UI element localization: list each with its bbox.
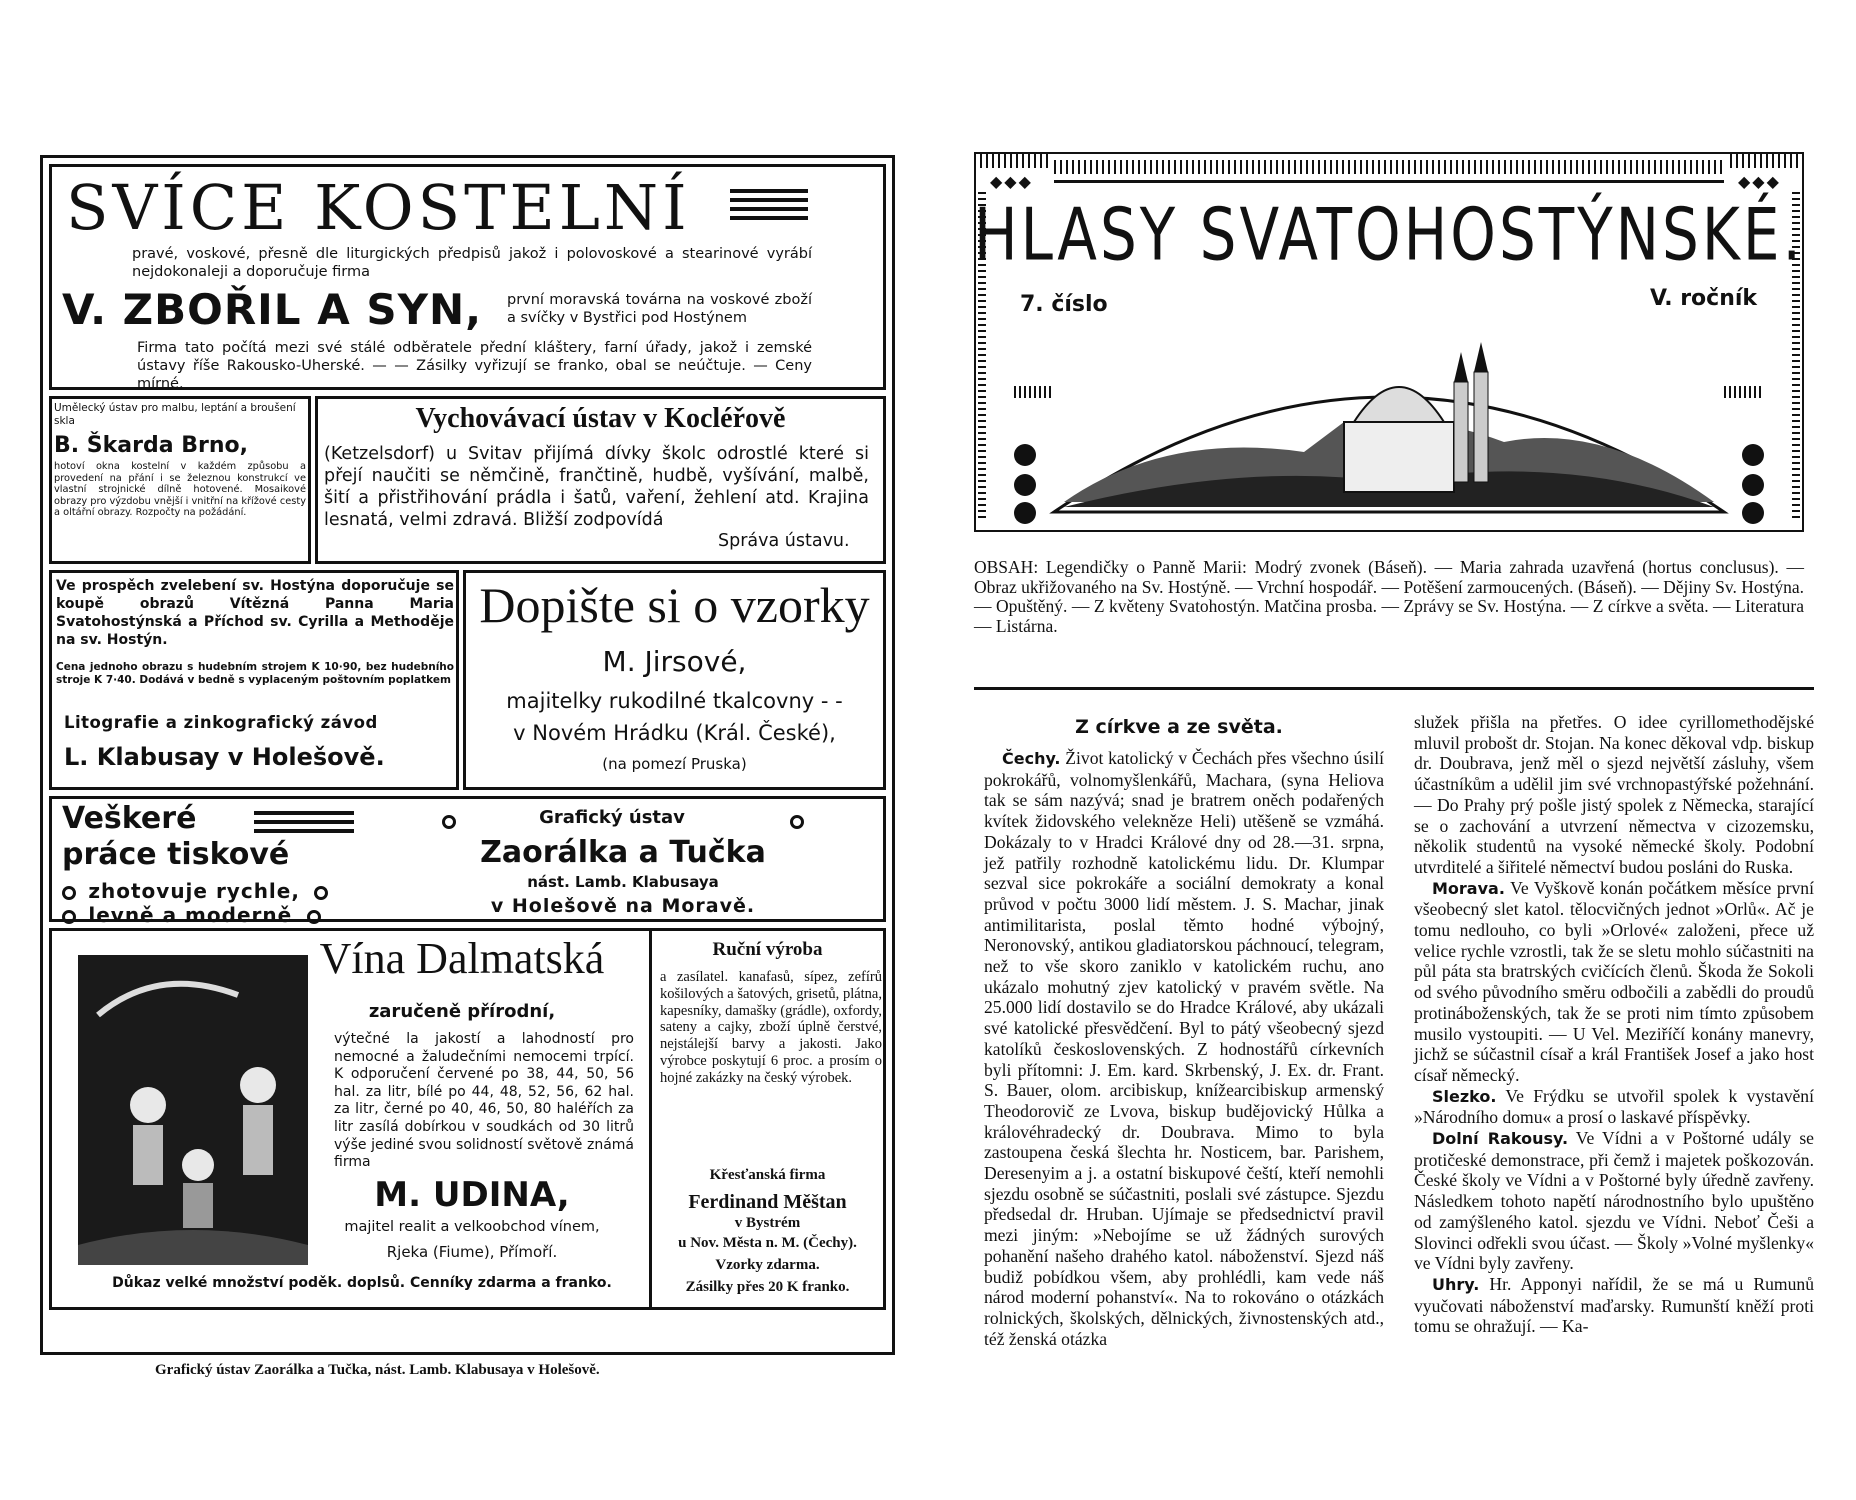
paragraph-czechia — [984, 748, 1384, 1349]
ad-wine-firm-desc: majitel realit a velkoobchod vínem, — [344, 1219, 600, 1235]
ad-pictures-prices: Cena jednoho obrazu s hudebním strojem K 10·90, bez hudebního stroje K 7·40. Dodává v bedně s vyplaceným poštovním poplatkem — [56, 661, 454, 686]
article-column-2 — [1414, 712, 1814, 1337]
paragraph-silesia — [1414, 1086, 1814, 1128]
paragraph-hungary — [1414, 1274, 1814, 1337]
advertisement-page — [40, 155, 895, 1355]
circle-bullet-icon — [314, 886, 328, 900]
ad-weaving-l4: Zásilky přes 20 K franko. — [685, 1279, 850, 1295]
ad-girls-school — [315, 396, 886, 564]
article-column-1 — [984, 748, 1384, 1349]
ad-samples-title: Dopište si o vzorky — [479, 577, 870, 633]
circle-bullet-icon — [790, 815, 804, 829]
ad-printing — [49, 796, 886, 927]
table-of-contents: OBSAH: Legendičky o Panně Marii: Modrý zvonek (Báseň). — Maria zahrada uzavřená (hortus conclusus). — Obraz ukřižovaného na Sv. Hostýně. — Vrchní hospodář. — Potěšení zarmoucených. (Báseň). — Dějiny Sv. Hostýna. — Opuštěný. — Z květeny Svatohostýn. Matčina prosba. — Zprávy se Sv. Hostýna. — Z církve a světa. — Literatura — Listárna. — [974, 557, 1804, 636]
issue-number: 7. číslo — [1020, 292, 1108, 317]
circle-bullet-icon — [442, 815, 456, 829]
ad-weaving-l2: u Nov. Města n. M. (Čechy). — [678, 1235, 857, 1251]
ad-weaving-body: a zasílatel. kanafasů, sípez, zefírů košilových a šatových, grisetů, plátna, kapesníky, damašky (grádle), oxfordy, sateny a cajky, zboží úplně čerstvé, nejstálejší barvy a jakosti. Jako výrobce poskytují 6 proc. a prosím o hojné zakázky na český výrobek. — [660, 969, 882, 1086]
masthead-title: HLASY SVATOHOSTÝNSKÉ. — [974, 192, 1804, 277]
paragraph-text: Ve Vídni a v Poštorné udály se protičeské demonstrace, při čemž i majetek poškozován. České školy ve Vídni a v Poštorné byly úředně zavřeny. Následkem tohoto napětí národnostního bylo upuštěno od zamýšleného katol. sjezdu ve Vídni. Neboť Češi a Slovinci odřekli svou účast. — Školy »Volné myšlenky« ve Vídni byly zavřeny. — [1414, 1128, 1814, 1274]
section-divider — [974, 687, 1814, 690]
ad-glass-body: hotoví okna kostelní v každém způsobu a provedení na přání i se železnou konstrukcí ve vlastní strojnické dílně hotovené. Mosaikové obrazy pro výzdobu vnější i vnitřní na křížové cesty a oltářní obrazy. Rozpočty na požádání. — [54, 461, 306, 519]
masthead — [974, 152, 1804, 532]
dot-ornament-icon — [1014, 502, 1036, 524]
paragraph-text: Hr. Apponyi nařídil, že se má u Rumunů vyučovati náboženství maďarsky. Rumunští kněží proti tomu se ohražují. — Ka- — [1414, 1273, 1814, 1337]
ad-printing-l4: levně a moderně — [88, 903, 293, 927]
ad-wine-title: Vína Dalmatská — [319, 934, 605, 983]
ad-printing-r2: Zaorálka a Tučka — [480, 835, 766, 870]
decorative-band — [1054, 160, 1724, 174]
ad-candles-footer: Firma tato počítá mezi své stálé odběratele přední kláštery, farní úřady, jakož i zemské ústavy říše Rakousko-Uherské. — — Zásilky vyřizují se franko, obal se neúčtuje. — Ceny mírné. — [137, 340, 812, 392]
ad-wine-body: výtečné la jakostí a lahodností pro nemocné a žaludečními nemocemi trpící. K odporučení červené po 38, 44, 50, 56 hal. za litr, bílé po 44, 48, 52, 56, 62 hal. za litr, černé po 40, 46, 50, 80 haléřích za litr zasílá dobírkou v soudkách od 30 litrů výše jediné svou solidností světově známá firma — [334, 1031, 634, 1171]
decorative-band — [1724, 386, 1764, 398]
diamond-ornament-icon: ◆◆◆ — [1738, 172, 1781, 191]
ad-wine-sub: zaručeně přírodní, — [368, 1001, 556, 1022]
hostyn-basilica-illustration — [1044, 312, 1734, 522]
ad-candles-desc: pravé, voskové, přesně dle liturgických předpisů jakož i polovoskové a stearinové vyrábí nejdokonaleji a doporučuje firma — [132, 246, 812, 280]
ad-weaving-l1: v Bystrém — [734, 1215, 801, 1231]
ad-weaving-l3: Vzorky zdarma. — [715, 1257, 820, 1273]
ad-printing-r3: nást. Lamb. Klabusaya — [527, 873, 719, 891]
ad-samples-line1: majitelky rukodilné tkalcovny - - — [506, 689, 843, 713]
dot-ornament-icon — [1742, 444, 1764, 466]
paragraph-heading: Dolní Rakousy. — [1432, 1129, 1569, 1149]
ad-pictures-intro: Ve prospěch zvelebení sv. Hostýna doporučuje se koupě obrazů Vítězná Panna Maria Svatohostýnská a Příchod sv. Cyrilla a Methoděje na sv. Hostýn. — [56, 578, 454, 648]
ad-samples — [463, 570, 886, 790]
paragraph-heading: Čechy. — [1002, 749, 1061, 768]
ad-weaving-firm-label: Křesťanská firma — [709, 1167, 826, 1183]
ad-school-title: Vychovávací ústav v Kocléřově — [415, 403, 786, 434]
page-imprint: Grafický ústav Zaorálka a Tučka, nást. Lamb. Klabusaya v Holešově. — [155, 1362, 600, 1378]
paragraph-lower-austria — [1414, 1128, 1814, 1274]
ad-pictures-firm: L. Klabusay v Holešově. — [64, 743, 385, 771]
ad-samples-line3: (na pomezí Pruska) — [602, 755, 747, 773]
paragraph-moravia — [1414, 878, 1814, 1086]
paragraph-text: Život katolický v Čechách přes všechno úsilí pokrokářů, volnomyšlenkářů, Machara, (syna Heliova tak se sám nazývá; snad je bratrem oněch podařených kvítek židovského velekněze Heli) utěšeně se vzmáhá. Dokázaly to v Hradci Králové dny od 28.—31. srpna, jež patřily rozhodně katolickému lidu. Dr. Klumpar sezval sice pokrokáře a sociální demokraty a konal průvod v počtu 3000 lidí městem. J. S. Machar, jinak antimilitarista, poslal těmto hodné výbojný, Neronovský, antikou gladiatorskou páchnoucí, telegram, než to vše skoro zaniklo v katolickém ruchu, ano ukázalo mohutný zjev katolický v pravém světle. Na 25.000 lidí dostavilo se do Hradce Králové, aby ukázali své katolické přesvědčení. Byl to pátý všeobecný sjezd katolíků československých. Z hodnostářů církevních byli přítomni: J. Em. kard. Skrbenský, J. Ex. dr. Frant. S. Bauer, olom. arcibiskup, knížearcibiskup armenský Theodorovič ze Lvova, biskup budějovický Hůlka a královéhradecký dr. Doubrava. Mimo to byla zastoupena česká šlechta hr. Nosticem, bar. Parishem, Deresenyim a j. a ostatní biskupové čeští, kteří nemohli sjezdu osobně se súčastniti, poslali své zástupce. Sjezdu předsedal dr. Hruban. Ujímaje se předsednictví pravil mezi jiným: »Nebojíme se už žádných surových pohanění našeho drahého katol. náboženství. Sjezd náš budiž pobídkou všem, aby prohlédli, kam vede náš národ moderní pohanství«. Na to rokováno o otázkách rolnických, školských, dělnických, živnostenských atd., též ženská otázka — [984, 748, 1384, 1349]
dot-ornament-icon — [1014, 444, 1036, 466]
ad-samples-name: M. Jirsové, — [602, 645, 747, 678]
ad-wine-place: Rjeka (Fiume), Přímoří. — [386, 1243, 558, 1261]
ad-printing-l3-row — [62, 879, 328, 903]
dot-ornament-icon — [1742, 502, 1764, 524]
ad-printing-r1: Grafický ústav — [539, 807, 685, 828]
ad-school-sign: Správa ústavu. — [718, 531, 850, 551]
ad-wine-footer: Důkaz velké množství poděk. doplsů. Cenníky zdarma a franko. — [112, 1275, 612, 1291]
volume-number: V. ročník — [1650, 286, 1758, 311]
paragraph-continued — [1414, 712, 1814, 878]
decorative-rule-icon — [254, 811, 354, 838]
ad-printing-l1: Veškeré — [62, 801, 197, 836]
ad-samples-line2: v Novém Hrádku (Král. České), — [513, 721, 836, 745]
ad-pictures-studio: Litografie a zinkografický závod — [64, 713, 378, 732]
ad-candles-firm: V. ZBOŘIL A SYN, — [62, 285, 483, 334]
ad-wine — [49, 928, 649, 1310]
ad-glass-firm: B. Škarda Brno, — [54, 433, 248, 458]
circle-bullet-icon — [307, 910, 321, 924]
paragraph-text: služek přišla na přetřes. O idee cyrillomethodějské mluvil probošt dr. Stojan. Na konec děkoval vdp. biskup dr. Doubrava, jenž měl o sjezd největší zásluhy, všem účastníkům a udělil jim své vrchnopastýřské požehnání. — Do Prahy prý pošle jistý spolek z Německa, starající se o zachování a utvrzení němectva v cizozemsku, několik studentů na vysoké německé školy. Podobní utvrditelé a šiřitelé němectví budou posláni do Ruska. — [1414, 712, 1814, 877]
ad-printing-l3: zhotovuje rychle, — [88, 879, 300, 903]
ad-printing-l2: práce tiskové — [62, 837, 290, 872]
ad-glass-studio — [49, 396, 311, 564]
ad-weaving-firm: Ferdinand Měštan — [688, 1191, 847, 1213]
ad-wine-firm: M. UDINA, — [374, 1175, 570, 1215]
ad-weaving — [649, 928, 886, 1310]
decorative-band — [1014, 386, 1054, 398]
paragraph-heading: Morava. — [1432, 878, 1505, 898]
ad-glass-intro: Umělecký ústav pro malbu, leptání a broušení skla — [54, 402, 296, 427]
dot-ornament-icon — [1742, 474, 1764, 496]
circle-bullet-icon — [62, 886, 76, 900]
decorative-rule — [1054, 180, 1724, 183]
ad-school-body: (Ketzelsdorf) u Svitav přijímá dívky školc odrostlé které si přejí naučiti se němčině, frančtině, hudbě, vyšívání, malbě, šití a přistřihování prádla i šatů, vaření, žehlení atd. Krajina lesnatá, velmi zdravá. Bližší zodpovídá — [324, 444, 869, 530]
decorative-band — [1730, 154, 1800, 168]
circle-bullet-icon — [62, 910, 76, 924]
section-title: Z církve a ze světa. — [1075, 716, 1283, 738]
ad-printing-r4: v Holešově na Moravě. — [490, 895, 756, 917]
ad-printing-l4-row — [62, 903, 321, 927]
ad-candles-title: SVÍCE KOSTELNÍ — [66, 171, 691, 244]
decorative-rule-icon — [730, 189, 808, 225]
paragraph-text: Ve Vyškově konán počátkem měsíce první všeobecný slet katol. tělocvičných jednot »Orlů«. Ač je tomu nedlouho, co byli »Orlové« založeni, přece už velice rychle vzrostli, tak že se sletu mohlo súčastniti na půl páta sta bratrských cvičících členů. Škoda že Sokoli od svého původního směru odbočili a zabědli do proudů protináboženských, tak že se proti nim tímto způsobem musilo vystoupiti. — U Vel. Meziříčí konány manevry, jichž se súčastnil císař a král František Josef a jako host císař německý. — [1414, 877, 1814, 1085]
ad-pictures — [49, 570, 459, 790]
ad-candles-firm-desc: první moravská továrna na voskové zboží a svíčky v Bystřici pod Hostýnem — [507, 292, 812, 326]
ad-candles — [49, 164, 886, 390]
paragraph-heading: Slezko. — [1432, 1086, 1497, 1106]
paragraph-heading: Uhry. — [1432, 1274, 1480, 1294]
ad-weaving-title: Ruční výroba — [712, 939, 823, 960]
dot-ornament-icon — [1014, 474, 1036, 496]
wine-children-illustration — [78, 955, 308, 1265]
diamond-ornament-icon: ◆◆◆ — [990, 172, 1033, 191]
paragraph-text: Ve Frýdku se utvořil spolek k vystavění »Národního domu« a prosí o laskavé příspěvky. — [1414, 1085, 1814, 1128]
decorative-band — [980, 154, 1050, 168]
